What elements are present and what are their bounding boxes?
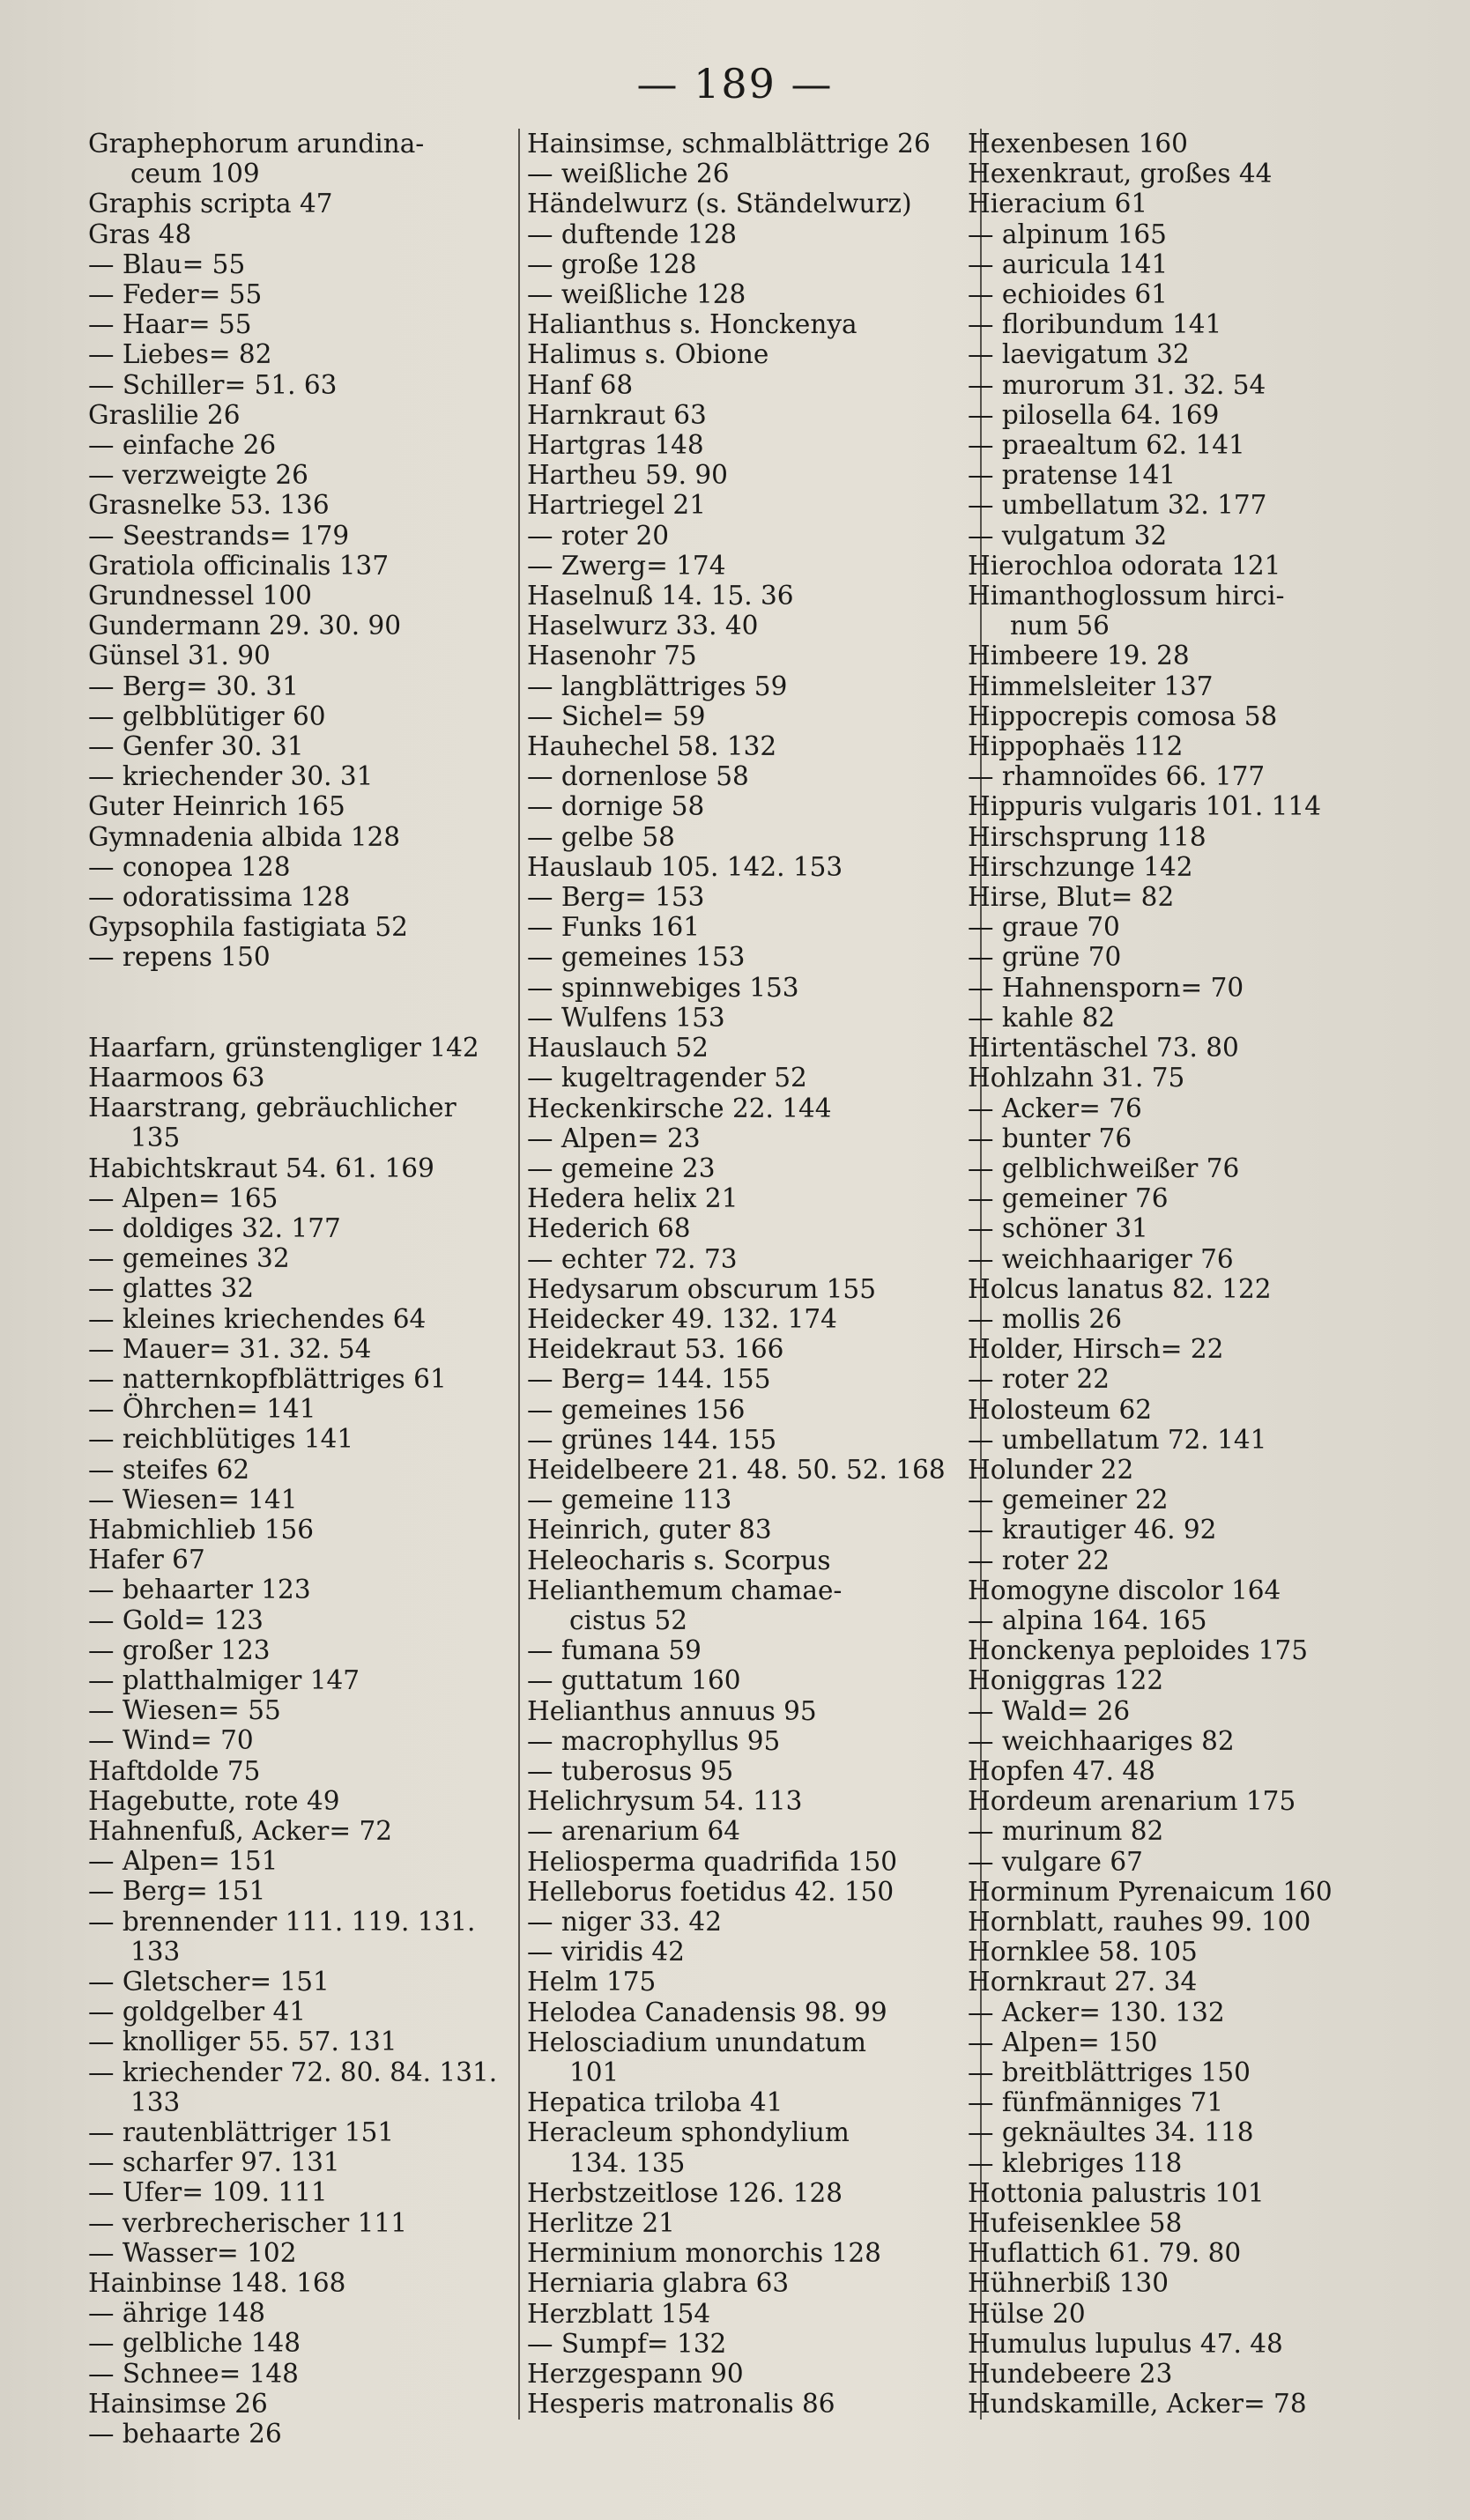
index-entry: — Schnee= 148 — [88, 2358, 299, 2389]
index-entry: — Mauer= 31. 32. 54 — [88, 1333, 372, 1364]
index-entry: — praealtum 62. 141 — [968, 430, 1245, 461]
index-entry: — Sichel= 59 — [527, 700, 706, 731]
index-entry: Hornblatt, rauhes 99. 100 — [968, 1906, 1311, 1937]
index-entry: Heidecker 49. 132. 174 — [527, 1303, 837, 1334]
index-entry: Günsel 31. 90 — [88, 641, 271, 671]
index-entry: — weichhaariger 76 — [968, 1243, 1234, 1274]
index-entry: — Wald= 26 — [968, 1695, 1131, 1726]
index-entry: — kriechender 72. 80. 84. 131. — [88, 2057, 498, 2087]
index-entry: Hornkraut 27. 34 — [968, 1967, 1198, 1997]
index-entry: Graslilie 26 — [88, 399, 241, 430]
index-entry: — bunter 76 — [968, 1123, 1132, 1153]
index-entry: Heidekraut 53. 166 — [527, 1334, 784, 1365]
index-entry: Hexenkraut, großes 44 — [968, 159, 1273, 189]
index-entry: — langblättriges 59 — [527, 671, 788, 701]
index-entry: — roter 20 — [527, 520, 670, 551]
index-entry: Gundermann 29. 30. 90 — [88, 611, 402, 641]
index-entry: — gemeine 113 — [527, 1485, 732, 1516]
index-entry: — scharfer 97. 131 — [88, 2147, 340, 2178]
index-entry: Herzblatt 154 — [527, 2298, 711, 2329]
index-entry: — auricula 141 — [968, 248, 1169, 279]
index-entry: Holcus lanatus 82. 122 — [968, 1273, 1272, 1304]
index-entry: — graue 70 — [968, 912, 1120, 943]
index-entry: — gemeiner 22 — [968, 1485, 1169, 1516]
index-entry: Helosciadium unundatum — [527, 2027, 867, 2057]
index-entry: — Berg= 30. 31 — [88, 671, 299, 701]
column-divider — [518, 129, 520, 2420]
index-entry: — platthalmiger 147 — [88, 1664, 360, 1695]
index-entry: Halimus s. Obione — [527, 339, 769, 370]
index-entry: Hirschsprung 118 — [968, 821, 1206, 852]
index-entry: Hartriegel 21 — [527, 490, 706, 521]
index-entry: Haarfarn, grünstengliger 142 — [88, 1032, 479, 1063]
section-spacer — [88, 973, 520, 1033]
index-entry: Hedera helix 21 — [527, 1183, 739, 1214]
index-entry: Helleborus foetidus 42. 150 — [527, 1876, 895, 1907]
index-entry: — vulgatum 32 — [968, 520, 1168, 551]
index-entry: cistus 52 — [569, 1605, 688, 1635]
index-entry: — Ufer= 109. 111 — [88, 2177, 328, 2208]
index-entry: Hahnenfuß, Acker= 72 — [88, 1815, 393, 1846]
index-entry: — Haar= 55 — [88, 309, 252, 340]
index-entry: Hornklee 58. 105 — [968, 1937, 1198, 1968]
index-entry: — gemeines 153 — [527, 942, 746, 973]
index-entry: — reichblütiges 141 — [88, 1424, 354, 1455]
index-entry: — weißliche 128 — [527, 279, 746, 310]
index-entry: — Acker= 76 — [968, 1093, 1142, 1123]
index-entry: Hirschzunge 142 — [968, 851, 1193, 882]
index-entry: Hafer 67 — [88, 1545, 205, 1575]
index-entry: Hieracium 61 — [968, 189, 1148, 219]
index-entry: — gemeines 32 — [88, 1243, 290, 1274]
index-entry: Hesperis matronalis 86 — [527, 2389, 835, 2420]
index-entry: — arenarium 64 — [527, 1816, 741, 1847]
index-entry: Helianthemum chamae- — [527, 1575, 843, 1605]
index-entry: Himanthoglossum hirci- — [968, 581, 1285, 611]
index-entry: — schöner 31 — [968, 1213, 1148, 1244]
index-entry: Himmelsleiter 137 — [968, 671, 1214, 701]
index-entry: Herniaria glabra 63 — [527, 2268, 790, 2299]
index-entry: Haftdolde 75 — [88, 1755, 261, 1786]
index-entry: Heleocharis s. Scorpus — [527, 1545, 831, 1575]
index-entry: Holunder 22 — [968, 1454, 1134, 1485]
index-entry: Hühnerbiß 130 — [968, 2268, 1169, 2299]
index-entry: Herminium monorchis 128 — [527, 2238, 881, 2269]
index-entry: Hainsimse, schmalblättrige 26 — [527, 129, 931, 159]
index-entry: — ährige 148 — [88, 2298, 266, 2329]
index-entry: Haarstrang, gebräuchlicher — [88, 1093, 457, 1123]
index-entry: — dornige 58 — [527, 791, 705, 822]
index-entry: Hainsimse 26 — [88, 2388, 268, 2419]
index-entry: — knolliger 55. 57. 131 — [88, 2027, 397, 2057]
index-entry: Homogyne discolor 164 — [968, 1575, 1281, 1605]
index-entry: Honckenya peploides 175 — [968, 1635, 1308, 1666]
index-entry: Guter Heinrich 165 — [88, 791, 345, 822]
index-entry: Hundskamille, Acker= 78 — [968, 2389, 1307, 2420]
index-entry: — klebriges 118 — [968, 2147, 1183, 2178]
index-entry: — einfache 26 — [88, 430, 277, 461]
index-entry: ceum 109 — [130, 159, 260, 189]
index-entry: — Blau= 55 — [88, 248, 246, 279]
index-entry: — gelbe 58 — [527, 821, 675, 852]
index-entry: — Zwerg= 174 — [527, 550, 726, 581]
index-entry: — kriechender 30. 31 — [88, 761, 374, 792]
index-entry: — alpina 164. 165 — [968, 1605, 1207, 1635]
index-entry: Händelwurz (s. Ständelwurz) — [527, 189, 912, 219]
index-entry: Hirtentäschel 73. 80 — [968, 1033, 1239, 1064]
index-entry: Hülse 20 — [968, 2298, 1086, 2329]
index-entry: — Wind= 70 — [88, 1725, 254, 1756]
index-entry: — guttatum 160 — [527, 1665, 741, 1696]
index-entry: Hauslaub 105. 142. 153 — [527, 851, 843, 882]
index-entry: Hartgras 148 — [527, 430, 704, 461]
index-entry: Habichtskraut 54. 61. 169 — [88, 1153, 434, 1183]
index-entry: — Berg= 151 — [88, 1876, 266, 1907]
index-entry: Habmichlieb 156 — [88, 1514, 315, 1545]
index-entry: — spinnwebiges 153 — [527, 972, 799, 1003]
index-entry: Hippuris vulgaris 101. 114 — [968, 791, 1321, 822]
index-entry: Helianthus annuus 95 — [527, 1695, 817, 1726]
index-entry: Grundnessel 100 — [88, 581, 312, 611]
index-entry: — gemeiner 76 — [968, 1183, 1169, 1214]
index-entry: Hufeisenklee 58 — [968, 2208, 1183, 2239]
index-entry: — geknäultes 34. 118 — [968, 2117, 1254, 2148]
index-entry: — pilosella 64. 169 — [968, 399, 1220, 430]
index-entry: — kahle 82 — [968, 1002, 1116, 1033]
index-entry: — fünfmänniges 71 — [968, 2087, 1224, 2118]
index-entry: — weißliche 26 — [527, 159, 730, 189]
index-entry: Hederich 68 — [527, 1213, 691, 1244]
index-entry: — kleines kriechendes 64 — [88, 1303, 427, 1334]
index-entry: Holosteum 62 — [968, 1394, 1153, 1425]
index-entry: — floribundum 141 — [968, 309, 1222, 340]
index-entry: — glattes 32 — [88, 1273, 255, 1304]
index-entry: Heinrich, guter 83 — [527, 1515, 772, 1545]
index-entry: — Wulfens 153 — [527, 1002, 725, 1033]
index-entry: 135 — [130, 1123, 181, 1153]
index-entry: — gemeines 156 — [527, 1394, 746, 1425]
index-entry: Heliosperma quadrifida 150 — [527, 1846, 898, 1877]
index-entry: — rautenblättriger 151 — [88, 2117, 395, 2147]
index-entry: — viridis 42 — [527, 1937, 685, 1968]
index-entry: Heidelbeere 21. 48. 50. 52. 168 — [527, 1454, 946, 1485]
index-entry: Huflattich 61. 79. 80 — [968, 2238, 1242, 2269]
index-entry: Heckenkirsche 22. 144 — [527, 1093, 832, 1123]
index-entry: — umbellatum 32. 177 — [968, 490, 1267, 521]
index-entry: — Gletscher= 151 — [88, 1966, 330, 1997]
index-entry: Haselwurz 33. 40 — [527, 611, 759, 641]
index-entry: — Alpen= 23 — [527, 1123, 701, 1153]
index-entry: Hauslauch 52 — [527, 1033, 709, 1064]
index-entry: — murorum 31. 32. 54 — [968, 369, 1266, 400]
index-entry: — echioides 61 — [968, 279, 1168, 310]
index-entry: — Schiller= 51. 63 — [88, 369, 338, 400]
index-entry: — macrophyllus 95 — [527, 1725, 781, 1756]
index-entry: — vulgare 67 — [968, 1846, 1143, 1877]
index-entry: Graphephorum arundina- — [88, 129, 425, 159]
index-entry: — echter 72. 73 — [527, 1243, 738, 1274]
index-entry: — verzweigte 26 — [88, 460, 308, 491]
index-entry: Hordeum arenarium 175 — [968, 1786, 1296, 1817]
index-entry: Hasenohr 75 — [527, 641, 697, 671]
index-entry: Hexenbesen 160 — [968, 129, 1188, 159]
index-entry: — gelbblütiger 60 — [88, 700, 326, 731]
index-entry: — brennender 111. 119. 131. — [88, 1906, 476, 1937]
index-entry: 101 — [569, 2057, 620, 2087]
index-entry: — conopea 128 — [88, 851, 291, 882]
index-entry: — Alpen= 150 — [968, 2027, 1158, 2057]
index-entry: — grünes 144. 155 — [527, 1424, 777, 1455]
index-entry: Herzgespann 90 — [527, 2359, 744, 2390]
index-entry: Heracleum sphondylium — [527, 2117, 850, 2148]
index-entry: 133 — [130, 2086, 181, 2117]
index-entry: Hopfen 47. 48 — [968, 1755, 1155, 1786]
page-number: — 189 — — [636, 60, 834, 107]
index-column-3 — [968, 129, 1408, 2419]
index-entry: Gymnadenia albida 128 — [88, 821, 401, 852]
index-entry: — Liebes= 82 — [88, 339, 272, 370]
index-entry: — murinum 82 — [968, 1816, 1164, 1847]
index-entry: — duftende 128 — [527, 219, 738, 249]
index-entry: — goldgelber 41 — [88, 1997, 306, 2027]
index-entry: — Feder= 55 — [88, 279, 263, 310]
index-entry: — Alpen= 165 — [88, 1182, 278, 1213]
index-entry: — laevigatum 32 — [968, 339, 1190, 370]
index-entry: — umbellatum 72. 141 — [968, 1424, 1267, 1455]
index-entry: Hagebutte, rote 49 — [88, 1785, 340, 1816]
index-entry: — Wasser= 102 — [88, 2237, 297, 2268]
index-entry: — roter 22 — [968, 1364, 1110, 1395]
index-entry: — alpinum 165 — [968, 219, 1167, 249]
index-entry: Haarmoos 63 — [88, 1062, 265, 1093]
index-entry: Holder, Hirsch= 22 — [968, 1334, 1224, 1365]
index-entry: — rhamnoïdes 66. 177 — [968, 761, 1266, 792]
index-entry: — pratense 141 — [968, 460, 1177, 491]
index-entry: Himbeere 19. 28 — [968, 641, 1190, 671]
index-entry: — Funks 161 — [527, 912, 701, 943]
index-entry: Herlitze 21 — [527, 2208, 675, 2239]
index-entry: Hedysarum obscurum 155 — [527, 1273, 876, 1304]
index-entry: Hundebeere 23 — [968, 2359, 1173, 2390]
index-entry: — Alpen= 151 — [88, 1846, 278, 1877]
index-entry: — odoratissima 128 — [88, 882, 351, 913]
index-entry: — Hahnensporn= 70 — [968, 972, 1244, 1003]
index-entry: Harnkraut 63 — [527, 399, 707, 430]
index-entry: Hirse, Blut= 82 — [968, 882, 1175, 913]
index-entry: Herbstzeitlose 126. 128 — [527, 2177, 843, 2208]
index-entry: 134. 135 — [569, 2147, 686, 2178]
index-entry: — Seestrands= 179 — [88, 520, 350, 551]
index-entry: — gelbliche 148 — [88, 2328, 301, 2359]
index-entry: — Gold= 123 — [88, 1605, 264, 1635]
index-entry: Helodea Canadensis 98. 99 — [527, 1997, 887, 2027]
index-entry: Gras 48 — [88, 219, 192, 249]
index-entry: — dornenlose 58 — [527, 761, 749, 792]
index-entry: — breitblättriges 150 — [968, 2057, 1251, 2087]
index-entry: Helichrysum 54. 113 — [527, 1786, 803, 1817]
index-entry: Gypsophila fastigiata 52 — [88, 912, 408, 943]
index-entry: — weichhaariges 82 — [968, 1725, 1235, 1756]
index-entry: — behaarter 123 — [88, 1575, 311, 1605]
index-entry: — Genfer 30. 31 — [88, 731, 304, 762]
index-entry: Hanf 68 — [527, 369, 634, 400]
index-entry: Gratiola officinalis 137 — [88, 550, 390, 581]
index-entry: — fumana 59 — [527, 1635, 702, 1666]
index-entry: Hottonia palustris 101 — [968, 2177, 1265, 2208]
index-column-1 — [88, 129, 520, 2449]
index-entry: Halianthus s. Honckenya — [527, 309, 858, 340]
index-entry: Hippocrepis comosa 58 — [968, 700, 1278, 731]
index-entry: Haselnuß 14. 15. 36 — [527, 581, 794, 611]
index-entry: — Öhrchen= 141 — [88, 1394, 316, 1425]
index-entry: — kugeltragender 52 — [527, 1063, 807, 1093]
index-entry: — mollis 26 — [968, 1303, 1122, 1334]
index-entry: Hippophaës 112 — [968, 731, 1184, 762]
index-entry: — Wiesen= 55 — [88, 1695, 281, 1726]
index-entry: — steifes 62 — [88, 1454, 250, 1485]
index-entry: Hartheu 59. 90 — [527, 460, 728, 491]
index-entry: Hepatica triloba 41 — [527, 2087, 783, 2118]
index-entry: 133 — [130, 1936, 181, 1967]
index-entry: Horminum Pyrenaicum 160 — [968, 1876, 1333, 1907]
index-column-2 — [527, 129, 968, 2419]
index-entry: — tuberosus 95 — [527, 1755, 734, 1786]
index-entry: — großer 123 — [88, 1634, 271, 1665]
index-entry: Honiggras 122 — [968, 1665, 1164, 1696]
index-entry: Hauhechel 58. 132 — [527, 731, 777, 762]
index-entry: — Acker= 130. 132 — [968, 1997, 1225, 2027]
index-entry: — behaarte 26 — [88, 2419, 282, 2450]
index-entry: — repens 150 — [88, 942, 271, 973]
index-entry: — verbrecherischer 111 — [88, 2207, 407, 2238]
index-entry: — niger 33. 42 — [527, 1906, 722, 1937]
index-entry: num 56 — [1010, 611, 1110, 641]
index-entry: Helm 175 — [527, 1967, 657, 1997]
index-entry: — Sumpf= 132 — [527, 2328, 727, 2359]
index-entry: — natternkopfblättriges 61 — [88, 1363, 447, 1394]
index-entry: — Berg= 144. 155 — [527, 1364, 771, 1395]
index-entry: Hainbinse 148. 168 — [88, 2268, 346, 2299]
index-entry: Humulus lupulus 47. 48 — [968, 2328, 1283, 2359]
index-entry: — doldiges 32. 177 — [88, 1212, 341, 1243]
index-entry: Graphis scripta 47 — [88, 189, 333, 219]
index-entry: — grüne 70 — [968, 942, 1122, 973]
index-entry: — gemeine 23 — [527, 1153, 716, 1183]
index-entry: — große 128 — [527, 248, 697, 279]
index-entry: Hohlzahn 31. 75 — [968, 1063, 1185, 1093]
index-entry: — Wiesen= 141 — [88, 1484, 298, 1515]
index-entry: Hierochloa odorata 121 — [968, 550, 1281, 581]
index-entry: — Berg= 153 — [527, 882, 705, 913]
index-entry: — roter 22 — [968, 1545, 1110, 1575]
index-entry: — gelblichweißer 76 — [968, 1153, 1240, 1183]
index-entry: Grasnelke 53. 136 — [88, 490, 330, 521]
index-entry: — krautiger 46. 92 — [968, 1515, 1217, 1545]
